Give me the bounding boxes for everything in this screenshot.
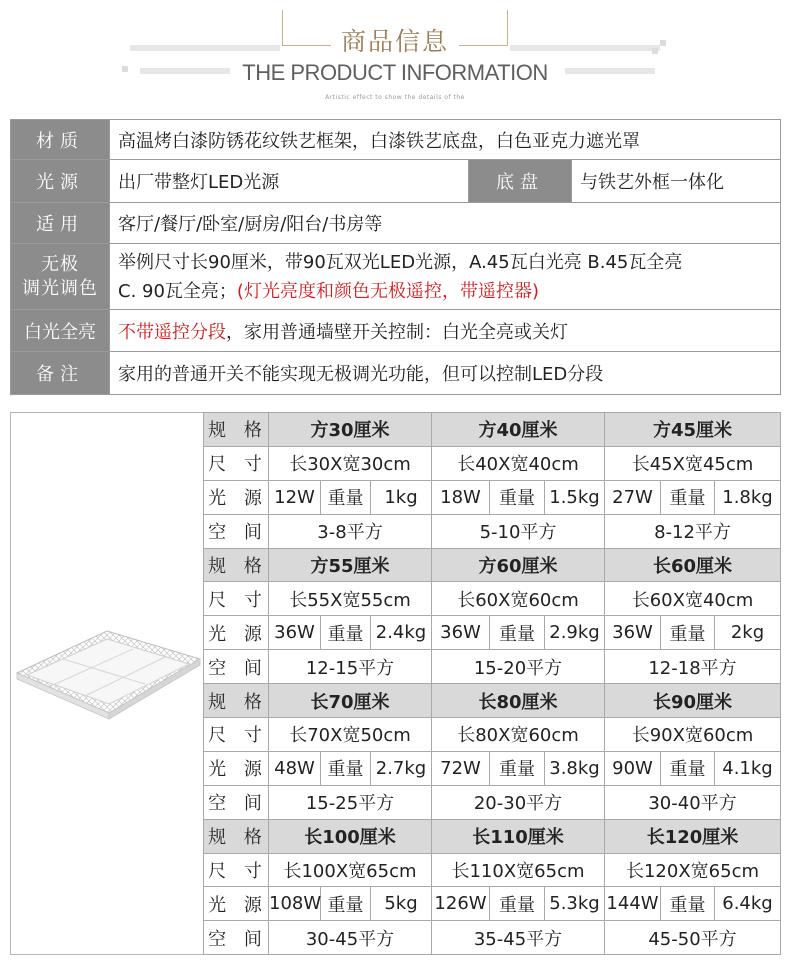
info-value: 客厅/餐厅/卧室/厨房/阳台/书房等 [110,203,781,244]
spec-size: 长100X宽65cm [269,853,432,887]
spec-wattage: 36W [605,616,661,650]
spec-weight-label: 重量 [490,751,545,785]
info-value: 出厂带整灯LED光源 [110,160,469,203]
spec-size: 长45X宽45cm [605,446,781,480]
spec-row-label: 空 间 [204,514,269,548]
info-value-highlight: (灯光亮度和颜色无极遥控，带遥控器) [236,280,539,302]
info-value-text: C. 90瓦全亮； [118,280,237,302]
spec-weight: 2.7kg [371,751,432,785]
spec-space-row [204,650,781,684]
ceiling-lamp-illustration [11,413,204,956]
spec-wattage: 126W [432,887,490,921]
spec-size: 长120X宽65cm [605,853,781,887]
spec-row-label: 尺 寸 [204,853,269,887]
info-value [110,310,781,352]
spec-weight: 1.8kg [715,480,781,514]
spec-wattage: 36W [432,616,490,650]
spec-row-label: 规 格 [204,684,269,718]
spec-table-body [204,413,781,955]
spec-space: 30-40平方 [605,785,781,819]
lamp-image-panel [10,412,203,955]
spec-size: 长70X宽50cm [269,718,432,752]
spec-wattage: 108W [269,887,321,921]
spec-space: 35-45平方 [432,921,605,955]
spec-weight: 6.4kg [715,887,781,921]
spec-model-name: 长80厘米 [432,684,605,718]
info-label: 白光全亮 [11,310,110,352]
spec-header-row [204,548,781,582]
spec-weight-label: 重量 [661,480,715,514]
info-label: 材质 [11,120,110,160]
spec-weight: 1.5kg [545,480,605,514]
spec-space-row [204,785,781,819]
spec-header-row [204,819,781,853]
spec-size: 长80X宽60cm [432,718,605,752]
spec-weight: 5.3kg [545,887,605,921]
spec-light-row [204,480,781,514]
spec-size: 长90X宽60cm [605,718,781,752]
spec-row-label: 光 源 [204,887,269,921]
spec-weight: 3.8kg [545,751,605,785]
info-row-light-source [11,160,781,203]
info-label: 适用 [11,203,110,244]
spec-wattage: 48W [269,751,321,785]
spec-model-name: 方45厘米 [605,413,781,447]
spec-space: 8-12平方 [605,514,781,548]
info-row-usage [11,203,781,244]
page-header [0,0,790,110]
info-row-dimming [11,244,781,310]
spec-space: 15-25平方 [269,785,432,819]
info-label-line: 无极 [41,253,79,275]
info-value-highlight: 不带遥控分段 [118,321,226,343]
spec-weight-label: 重量 [661,616,715,650]
spec-wattage: 72W [432,751,490,785]
spec-weight-label: 重量 [321,616,371,650]
info-label: 备注 [11,352,110,395]
spec-header-row [204,684,781,718]
header-subtitle: Artistic effect to show the details of the [325,94,465,101]
spec-weight: 1kg [371,480,432,514]
spec-weight: 4.1kg [715,751,781,785]
spec-size: 长30X宽30cm [269,446,432,480]
spec-row-label: 空 间 [204,921,269,955]
spec-weight: 2.9kg [545,616,605,650]
spec-space: 20-30平方 [432,785,605,819]
spec-table [203,412,781,955]
spec-model-name: 长120厘米 [605,819,781,853]
spec-weight-label: 重量 [321,887,371,921]
spec-space: 12-18平方 [605,650,781,684]
spec-weight-label: 重量 [490,887,545,921]
spec-row-label: 规 格 [204,548,269,582]
info-label [11,244,110,310]
spec-light-row [204,751,781,785]
header-title-en: THE PRODUCT INFORMATION [242,60,548,85]
spec-space: 30-45平方 [269,921,432,955]
spec-size-row [204,718,781,752]
spec-row-label: 规 格 [204,413,269,447]
spec-space-row [204,514,781,548]
spec-wattage: 27W [605,480,661,514]
spec-light-row [204,887,781,921]
spec-weight-label: 重量 [661,751,715,785]
spec-size-row [204,446,781,480]
spec-space-row [204,921,781,955]
spec-weight-label: 重量 [661,887,715,921]
spec-model-name: 方55厘米 [269,548,432,582]
spec-size: 长60X宽60cm [432,582,605,616]
spec-model-name: 长90厘米 [605,684,781,718]
spec-weight-label: 重量 [321,480,371,514]
spec-space: 12-15平方 [269,650,432,684]
spec-size-row [204,582,781,616]
spec-size-row [204,853,781,887]
spec-size: 长110X宽65cm [432,853,605,887]
spec-row-label: 光 源 [204,751,269,785]
info-value: 家用的普通开关不能实现无极调光功能，但可以控制LED分段 [110,352,781,395]
header-title-zh: 商品信息 [0,22,790,58]
info-row-note [11,352,781,395]
spec-wattage: 144W [605,887,661,921]
info-label: 底盘 [469,160,572,203]
spec-row-label: 光 源 [204,616,269,650]
spec-size: 长60X宽40cm [605,582,781,616]
info-label-line: 调光调色 [22,277,98,299]
spec-model-name: 方60厘米 [432,548,605,582]
spec-model-name: 长70厘米 [269,684,432,718]
spec-row-label: 尺 寸 [204,718,269,752]
spec-model-name: 长110厘米 [432,819,605,853]
spec-wattage: 18W [432,480,490,514]
spec-weight-label: 重量 [321,751,371,785]
spec-model-name: 长100厘米 [269,819,432,853]
spec-wattage: 12W [269,480,321,514]
spec-light-row [204,616,781,650]
info-value [110,244,781,310]
spec-row-label: 尺 寸 [204,446,269,480]
spec-model-name: 方30厘米 [269,413,432,447]
info-value-line [118,277,772,306]
spec-weight-label: 重量 [490,616,545,650]
spec-weight: 2kg [715,616,781,650]
spec-weight: 5kg [371,887,432,921]
spec-space: 5-10平方 [432,514,605,548]
spec-size: 长40X宽40cm [432,446,605,480]
spec-weight-label: 重量 [490,480,545,514]
spec-row-label: 空 间 [204,650,269,684]
spec-row-label: 尺 寸 [204,582,269,616]
spec-header-row [204,413,781,447]
spec-weight: 2.4kg [371,616,432,650]
spec-row-label: 规 格 [204,819,269,853]
info-value-text: ，家用普通墙壁开关控制：白光全亮或关灯 [226,321,568,343]
info-row-material [11,120,781,160]
spec-wattage: 90W [605,751,661,785]
spec-space: 45-50平方 [605,921,781,955]
spec-size: 长55X宽55cm [269,582,432,616]
info-row-white-light [11,310,781,352]
info-value-line: 举例尺寸长90厘米，带90瓦双光LED光源，A.45瓦白光亮 B.45瓦全亮 [118,251,683,273]
spec-row-label: 空 间 [204,785,269,819]
spec-model-name: 长60厘米 [605,548,781,582]
spec-model-name: 方40厘米 [432,413,605,447]
info-label: 光源 [11,160,110,203]
spec-space: 3-8平方 [269,514,432,548]
info-value: 与铁艺外框一体化 [572,160,781,203]
spec-space: 15-20平方 [432,650,605,684]
spec-wattage: 36W [269,616,321,650]
info-table [10,119,781,395]
spec-row-label: 光 源 [204,480,269,514]
info-value: 高温烤白漆防锈花纹铁艺框架，白漆铁艺底盘，白色亚克力遮光罩 [110,120,781,160]
